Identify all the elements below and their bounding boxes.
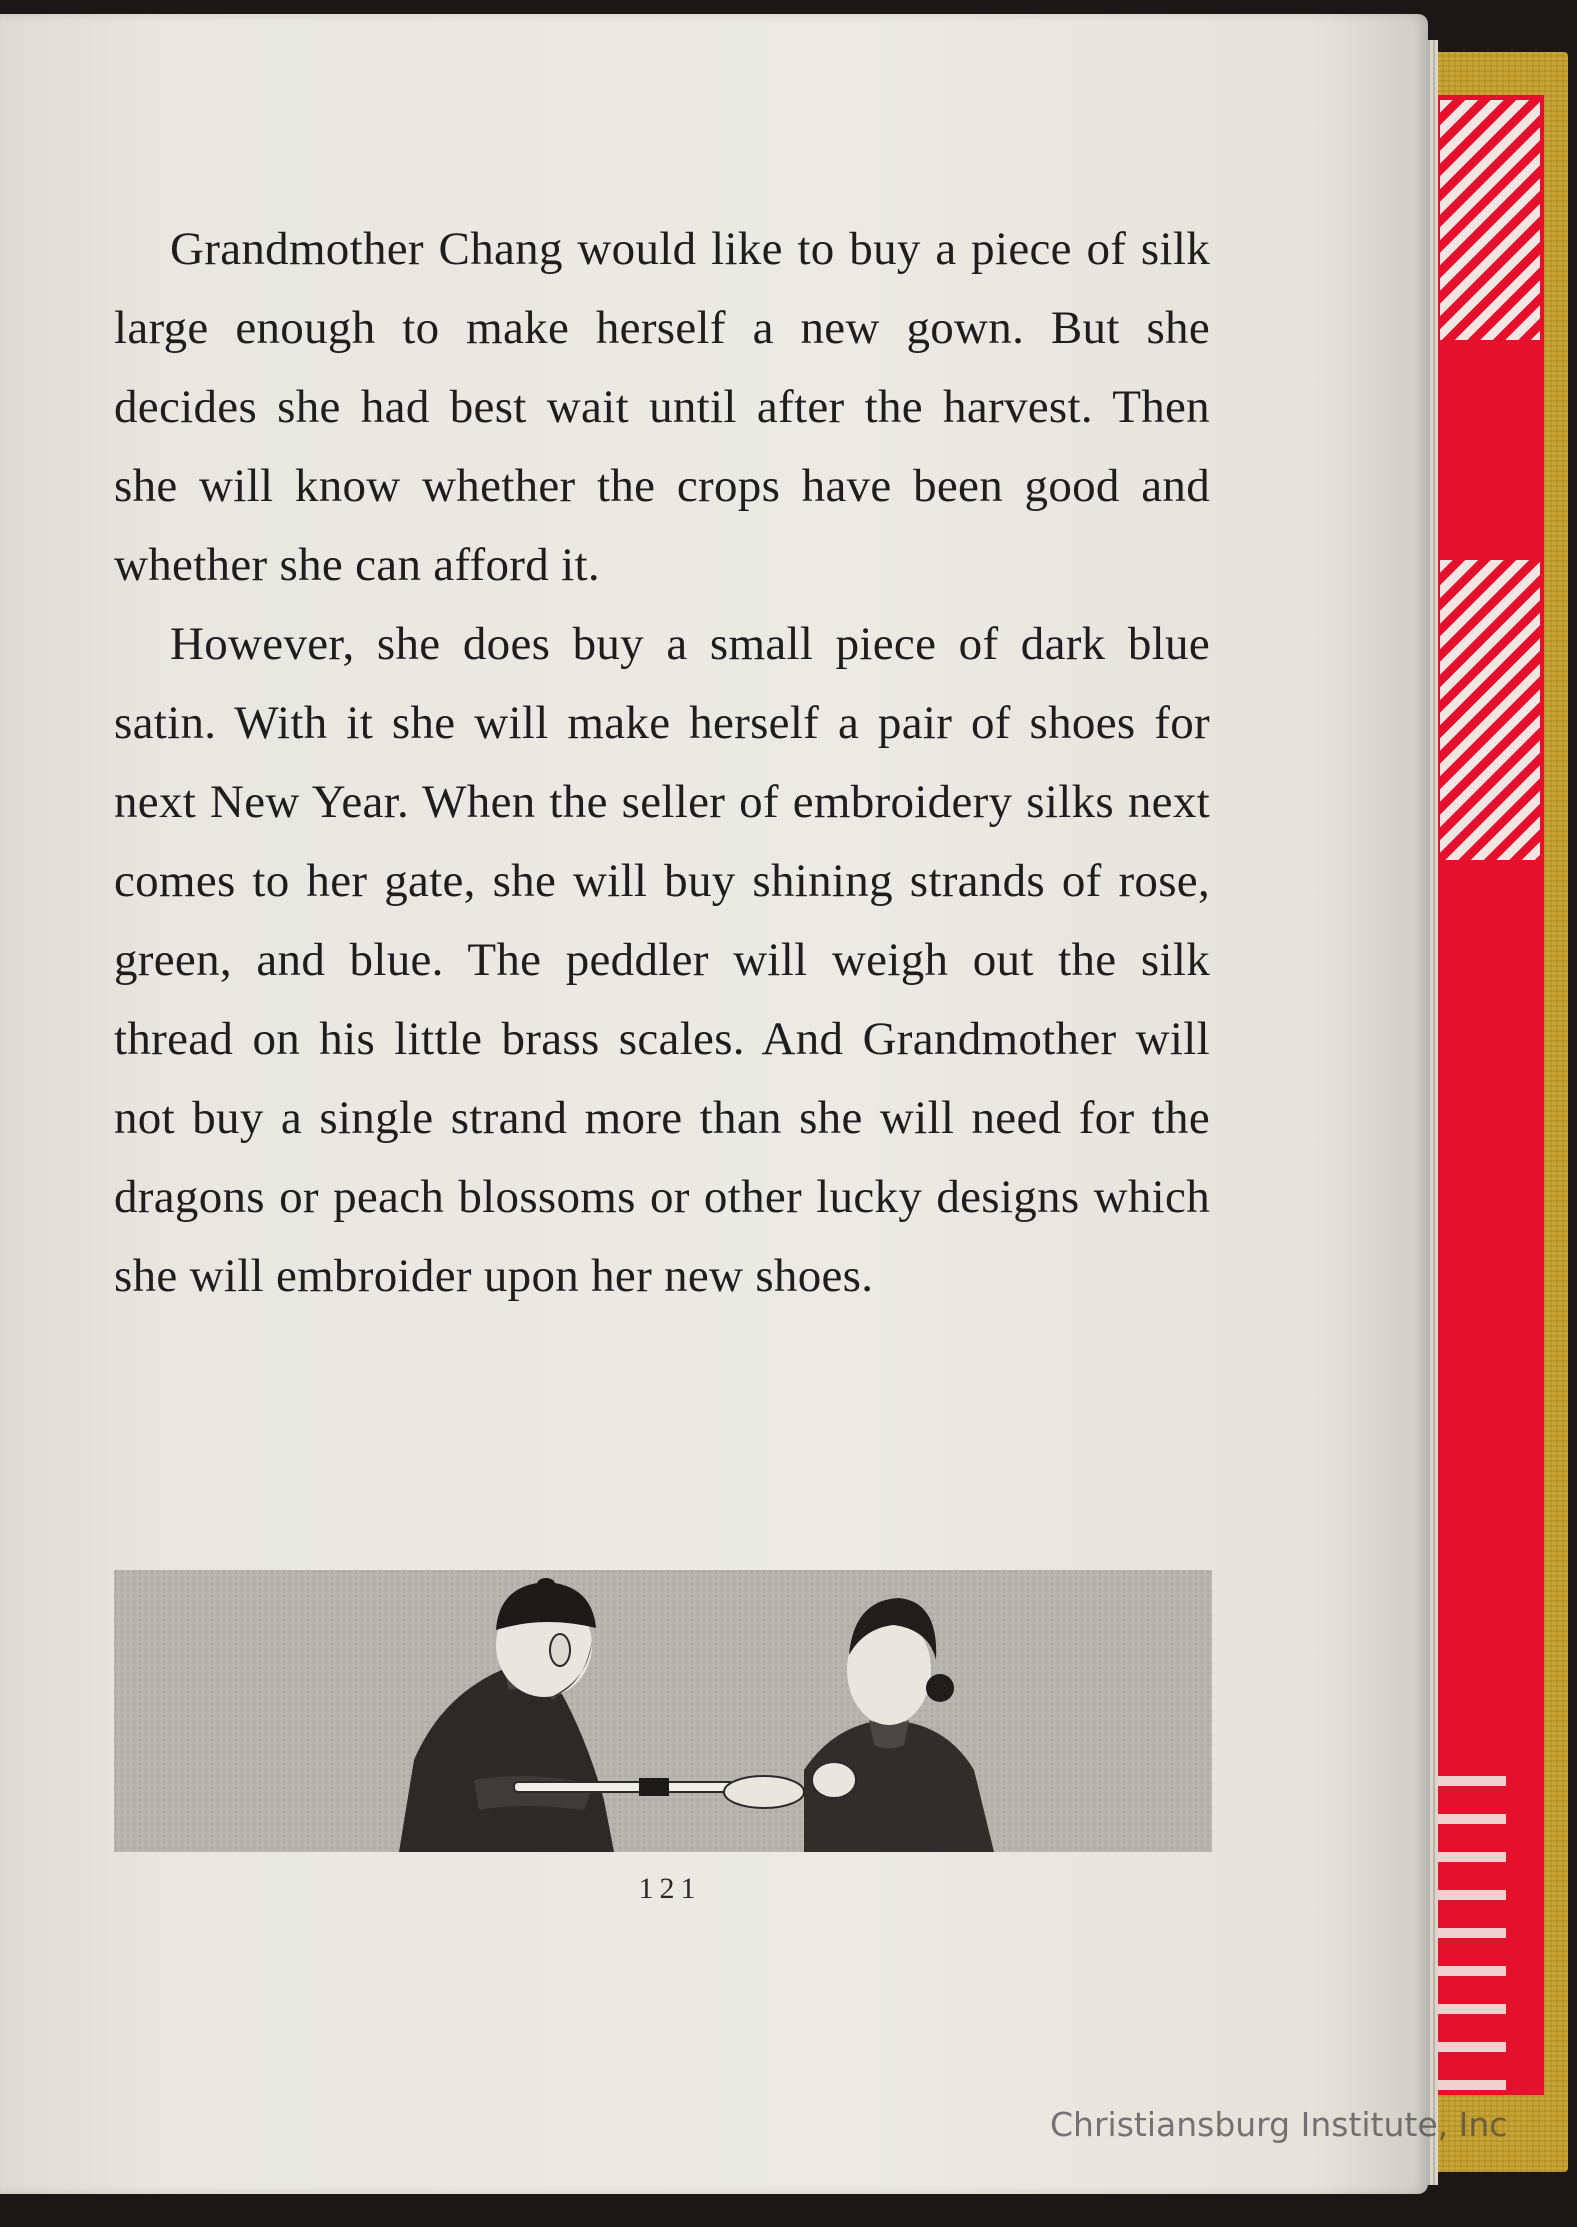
illustration-drawing [114, 1570, 1212, 1852]
cover-temple-pattern [1436, 1760, 1506, 2090]
paragraph-2: However, she does buy a small piece of dark blue satin. With it she will make herself a pair of shoes for next New Year. When the seller of embroidery silks next comes to her gate, she will buy shining strands of rose, green, and blue. The peddler will weigh out the silk thread on his little brass scales. And Grandmother will not buy a single strand more than she will need for the dragons or peach blossoms or other lucky designs which she will embroider upon her new shoes. [114, 618, 1210, 1302]
paragraph-1: Grandmother Chang would like to buy a piece of silk large enough to make herself a new gown. But she decides she had best wait until after the harvest. Then she will know whether the crops have been good and whether she can afford it. [114, 223, 1210, 591]
cover-stripe-pattern-middle [1440, 560, 1540, 860]
book-page [0, 14, 1428, 2194]
watermark: Christiansburg Institute, Inc [1050, 2105, 1508, 2144]
page-number: 121 [638, 1872, 702, 1905]
cover-stripe-pattern-top [1440, 100, 1540, 340]
body-text [114, 210, 1210, 1316]
illustration-peddler-and-grandmother [114, 1570, 1212, 1852]
